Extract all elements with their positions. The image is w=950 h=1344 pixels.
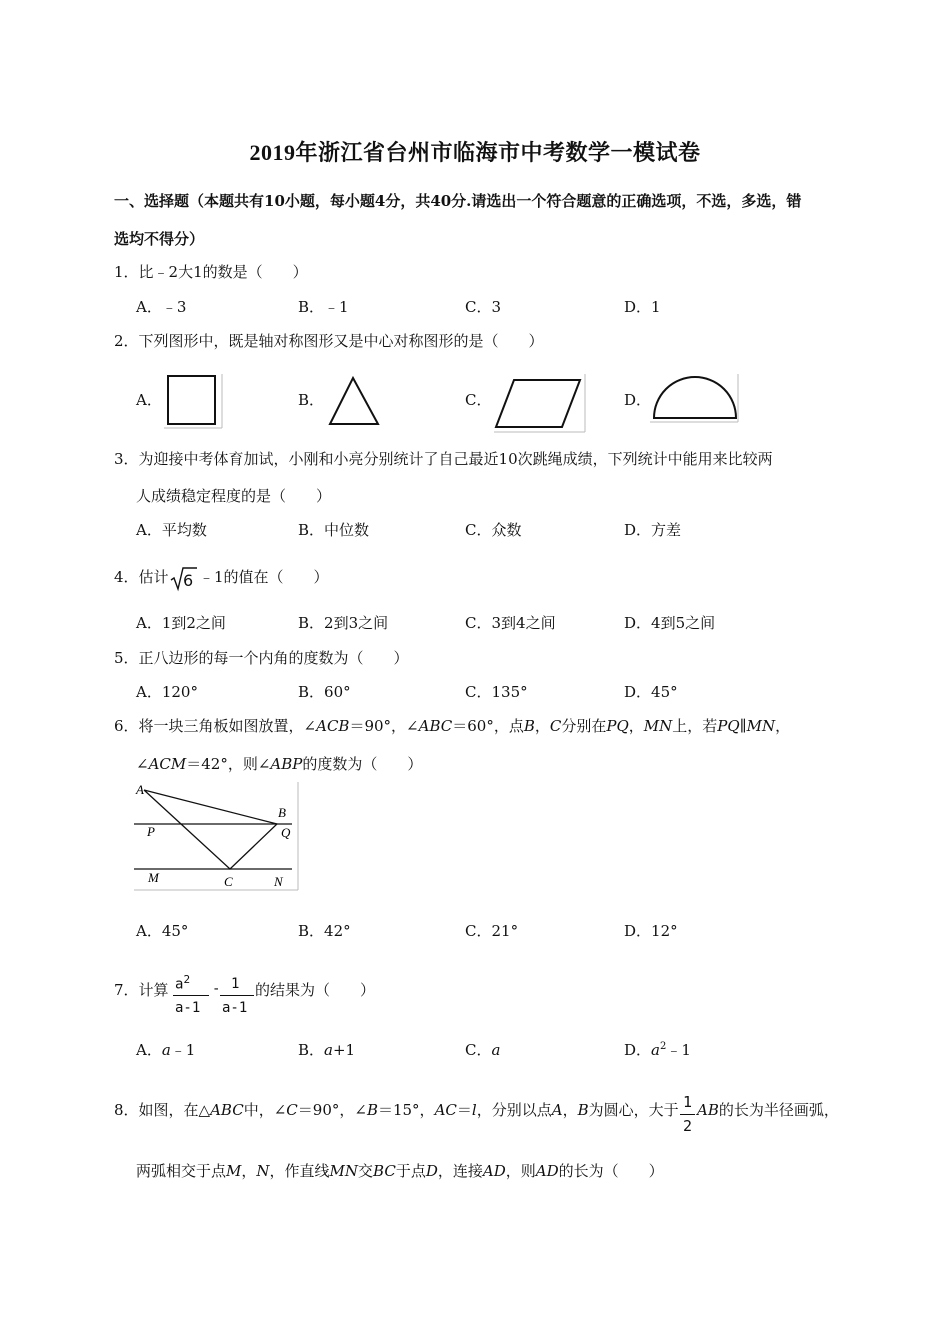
- q1-option-c: C．3: [465, 298, 502, 316]
- q1-option-d: D．1: [624, 298, 661, 316]
- label-P: P: [147, 824, 155, 839]
- question-3-line2: 人成绩稳定程度的是（ ）: [136, 487, 332, 505]
- question-8-line1-tail: AB的长为半径画弧，: [697, 1101, 839, 1119]
- q5-option-a: A．120°: [136, 683, 198, 701]
- sqrt-radicand: 6: [183, 571, 194, 590]
- q1-option-b: B．﹣1: [298, 298, 349, 316]
- q5-option-d: D．45°: [624, 683, 678, 701]
- q3-option-d: D．方差: [624, 521, 682, 539]
- question-8-line2: 两弧相交于点M，N，作直线MN交BC于点D，连接AD，则AD的长为（ ）: [136, 1162, 664, 1180]
- parallelogram-icon: [492, 372, 588, 434]
- q7-frac1-bar: [173, 995, 209, 996]
- section-heading-line1: 一、选择题（本题共有10小题，每小题4分，共40分.请选出一个符合题意的正确选项，不选，多选，错: [114, 192, 802, 210]
- question-7-prefix: 7．计算: [114, 981, 169, 999]
- q2-label-a: A．: [136, 391, 162, 409]
- q3-option-a: A．平均数: [136, 521, 207, 539]
- q2-label-c: C．: [465, 391, 492, 409]
- q2-label-d: D．: [624, 391, 652, 409]
- question-7-suffix: 的结果为（ ）: [255, 981, 376, 999]
- q6-triangle-figure: [132, 780, 302, 894]
- question-4-suffix: ﹣1的值在（ ）: [199, 568, 329, 586]
- q4-option-c: C．3到4之间: [465, 614, 556, 632]
- question-6-line2: ∠ACM＝42°，则∠ABP的度数为（ ）: [136, 755, 423, 773]
- q7-frac2-bar: [220, 995, 254, 996]
- question-5: 5．正八边形的每一个内角的度数为（ ）: [114, 649, 409, 667]
- q4-option-d: D．4到5之间: [624, 614, 716, 632]
- q3-option-b: B．中位数: [298, 521, 370, 539]
- q7-option-d: D．$a^2﹣1$: [624, 1041, 691, 1059]
- q6-option-d: D．12°: [624, 922, 678, 940]
- q1-option-a: A．﹣3: [136, 298, 187, 316]
- q7-frac2-denominator: a-1: [222, 1000, 248, 1016]
- label-N: N: [274, 874, 283, 889]
- q6-option-a: A．45°: [136, 922, 189, 940]
- question-4-prefix: 4．估计: [114, 568, 169, 586]
- label-M: M: [148, 870, 159, 885]
- q7-frac2-numerator: 1: [231, 976, 240, 992]
- q7-option-c: C．a: [465, 1041, 501, 1059]
- question-2: 2．下列图形中，既是轴对称图形又是中心对称图形的是（ ）: [114, 332, 544, 350]
- square-icon: [162, 372, 226, 430]
- q7-frac1-denominator: a-1: [175, 1000, 201, 1016]
- q8-frac-denominator: 2: [683, 1117, 693, 1135]
- q4-option-b: B．2到3之间: [298, 614, 389, 632]
- q7-minus: -: [212, 981, 221, 997]
- q4-option-a: A．1到2之间: [136, 614, 226, 632]
- question-6-line1: 6．将一块三角板如图放置，∠ACB＝90°，∠ABC＝60°，点B，C分别在PQ，MN上，若PQ∥MN，: [114, 717, 791, 735]
- q8-frac-numerator: 1: [683, 1093, 693, 1111]
- q7-option-b: B．a+1: [298, 1041, 356, 1059]
- q7-frac1-numerator: $a^2$: [175, 973, 191, 993]
- q6-option-b: B．42°: [298, 922, 351, 940]
- question-1: 1．比﹣2大1的数是（ ）: [114, 263, 308, 281]
- q5-option-b: B．60°: [298, 683, 351, 701]
- q2-label-b: B．: [298, 391, 325, 409]
- label-Q: Q: [281, 825, 291, 840]
- section-heading-line2: 选均不得分）: [114, 230, 205, 248]
- question-3-line1: 3．为迎接中考体育加试，小刚和小亮分别统计了自己最近10次跳绳成绩，下列统计中能用来比较两: [114, 450, 773, 468]
- question-8-line1: 8．如图，在△ABC中，∠C＝90°，∠B＝15°，AC＝l，分别以点A，B为圆心，大于: [114, 1101, 679, 1119]
- q6-option-c: C．21°: [465, 922, 519, 940]
- page-title: 2019年浙江省台州市临海市中考数学一模试卷: [249, 140, 701, 165]
- q7-option-a: A．a﹣1: [136, 1041, 196, 1059]
- label-B: B: [278, 805, 286, 820]
- semicircle-icon: [648, 372, 742, 424]
- label-C: C: [224, 874, 233, 889]
- q3-option-c: C．众数: [465, 521, 522, 539]
- q8-frac-bar: [680, 1114, 695, 1115]
- label-A: A: [136, 782, 144, 797]
- triangle-icon: [326, 372, 384, 428]
- q5-option-c: C．135°: [465, 683, 528, 701]
